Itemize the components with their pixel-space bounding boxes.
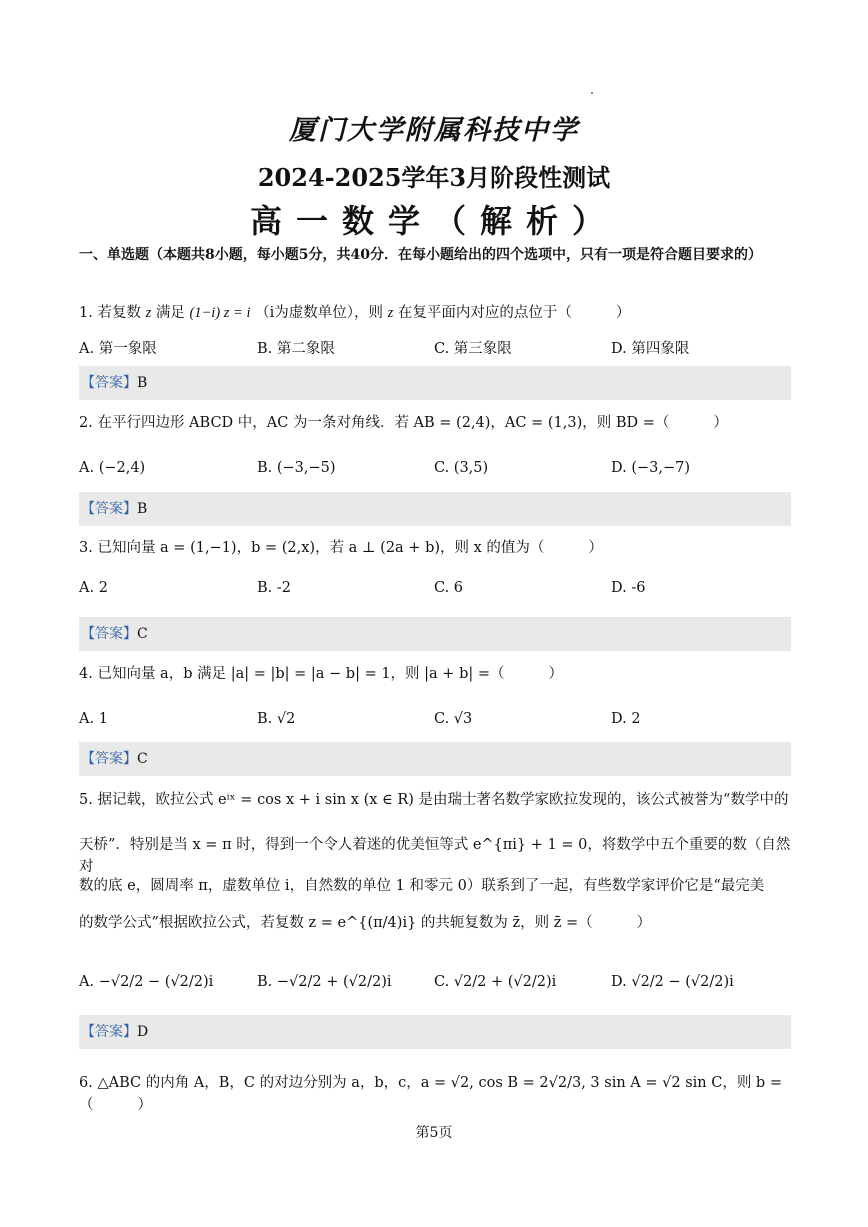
q2-answer-bar (79, 492, 791, 526)
q5-line-4-text: 的数学公式”根据欧拉公式，若复数 z = e^{(π/4)i} 的共轭复数为 z̄，则 z̄ =（ (79, 915, 593, 931)
q5-answer: D (137, 1024, 149, 1040)
q4-option-b: B. √2 (257, 711, 296, 727)
answer-tag: 【答案】 (81, 1024, 137, 1040)
q3-option-b: B. -2 (257, 580, 291, 596)
subject-title: 高一数学（解析） (249, 202, 618, 240)
q1-answer-bar (79, 366, 791, 400)
q3-option-a: A. 2 (79, 580, 108, 596)
q4-option-a: A. 1 (79, 711, 108, 727)
q1-expr: (1−i) z = i (189, 305, 251, 321)
q2-option-d: D. (−3,−7) (611, 460, 690, 476)
question-6: 6. △ABC 的内角 A，B，C 的对边分别为 a，b，c，a = √2, cos B = 2√2/3, 3 sin A = √2 sin C，则 b =（ ） (79, 1075, 782, 1113)
q4-answer-bar (79, 742, 791, 776)
q1-option-b: B. 第二象限 (257, 341, 335, 357)
school-name: 厦门大学附属科技中学 (289, 115, 579, 146)
q2-options (79, 453, 791, 483)
q5-line-4: 的数学公式”根据欧拉公式，若复数 z = e^{(π/4)i} 的共轭复数为 z̄，则 z̄ =（ ） (79, 915, 652, 931)
q5-option-d: D. √2/2 − (√2/2)i (611, 974, 734, 990)
q1-option-d: D. 第四象限 (611, 341, 690, 357)
q1-z: z (145, 305, 152, 321)
q4-answer: C (137, 751, 148, 767)
q1-post: 在复平面内对应的点位于（ (397, 305, 572, 321)
q5-line-2: 天桥”．特别是当 x = π 时，得到一个令人着迷的优美恒等式 e^{πi} + 1 = 0，将数学中五个重要的数（自然对 (79, 837, 791, 875)
answer-tag: 【答案】 (81, 751, 137, 767)
q3-answer-bar (79, 617, 791, 651)
question-3: 3. 已知向量 a = (1,−1)，b = (2,x)，若 a ⊥ (2a + b)，则 x 的值为（ ） (79, 540, 603, 556)
q5-option-b: B. −√2/2 + (√2/2)i (257, 974, 392, 990)
q1-mid1: 满足 (155, 305, 185, 321)
answer-tag: 【答案】 (81, 501, 137, 517)
section-heading: 一、单选题（本题共8小题，每小题5分，共40分．在每小题给出的四个选项中，只有一项是符合题目要求的） (79, 247, 762, 263)
q2-option-c: C. (3,5) (434, 460, 489, 476)
q1-option-a: A. 第一象限 (79, 341, 157, 357)
q4-option-d: D. 2 (611, 711, 641, 727)
q5-options (79, 967, 791, 997)
q3-answer: C (137, 626, 148, 642)
question-2: 2. 在平行四边形 ABCD 中，AC 为一条对角线．若 AB = (2,4)，AC = (1,3)，则 BD =（ ） (79, 415, 728, 431)
q4-option-c: C. √3 (434, 711, 473, 727)
q1-options (79, 334, 791, 364)
q2-option-a: A. (−2,4) (79, 460, 146, 476)
q3-options (79, 573, 791, 603)
q1-pre: 1. 若复数 (79, 305, 141, 321)
page-number: 第5页 (415, 1125, 453, 1141)
q3-option-c: C. 6 (434, 580, 464, 596)
q1-z2: z (387, 305, 394, 321)
q4-text: 4. 已知向量 a，b 满足 |a| = |b| = |a − b| = 1，则 |a + b| =（ (79, 666, 505, 682)
q2-text: 2. 在平行四边形 ABCD 中，AC 为一条对角线．若 AB = (2,4)，AC = (1,3)，则 BD =（ (79, 415, 670, 431)
q5-option-c: C. √2/2 + (√2/2)i (434, 974, 557, 990)
q5-line-3: 数的底 e，圆周率 π，虚数单位 i，自然数的单位 1 和零元 0）联系到了一起，有些数学家评价它是“最完美 (79, 878, 765, 894)
q4-options (79, 704, 791, 734)
answer-tag: 【答案】 (81, 375, 137, 391)
q6-text: 6. △ABC 的内角 A，B，C 的对边分别为 a，b，c，a = √2, cos B = 2√2/3, 3 sin A = √2 sin C，则 b =（ (79, 1075, 782, 1113)
q5-option-a: A. −√2/2 − (√2/2)i (79, 974, 214, 990)
question-1: 1. 若复数 z 满足 (1−i) z = i （i为虚数单位），则 z 在复平面内对应的点位于（ ） (79, 305, 631, 321)
q3-text: 3. 已知向量 a = (1,−1)，b = (2,x)，若 a ⊥ (2a + b)，则 x 的值为（ (79, 540, 545, 556)
answer-tag: 【答案】 (81, 626, 137, 642)
question-4: 4. 已知向量 a，b 满足 |a| = |b| = |a − b| = 1，则 |a + b| =（ ） (79, 666, 563, 682)
q3-option-d: D. -6 (611, 580, 646, 596)
q5-line-1: 5. 据记载，欧拉公式 eⁱˣ = cos x + i sin x (x ∈ R) 是由瑞士著名数学家欧拉发现的，该公式被誉为“数学中的 (79, 792, 789, 808)
exam-title: 2024-2025学年3月阶段性测试 (257, 163, 611, 192)
q5-answer-bar (79, 1015, 791, 1049)
q2-option-b: B. (−3,−5) (257, 460, 336, 476)
q1-answer: B (137, 375, 148, 391)
q1-option-c: C. 第三象限 (434, 341, 512, 357)
q2-answer: B (137, 501, 148, 517)
scan-speck (591, 92, 593, 94)
q1-mid2: （i为虚数单位），则 (255, 305, 383, 321)
